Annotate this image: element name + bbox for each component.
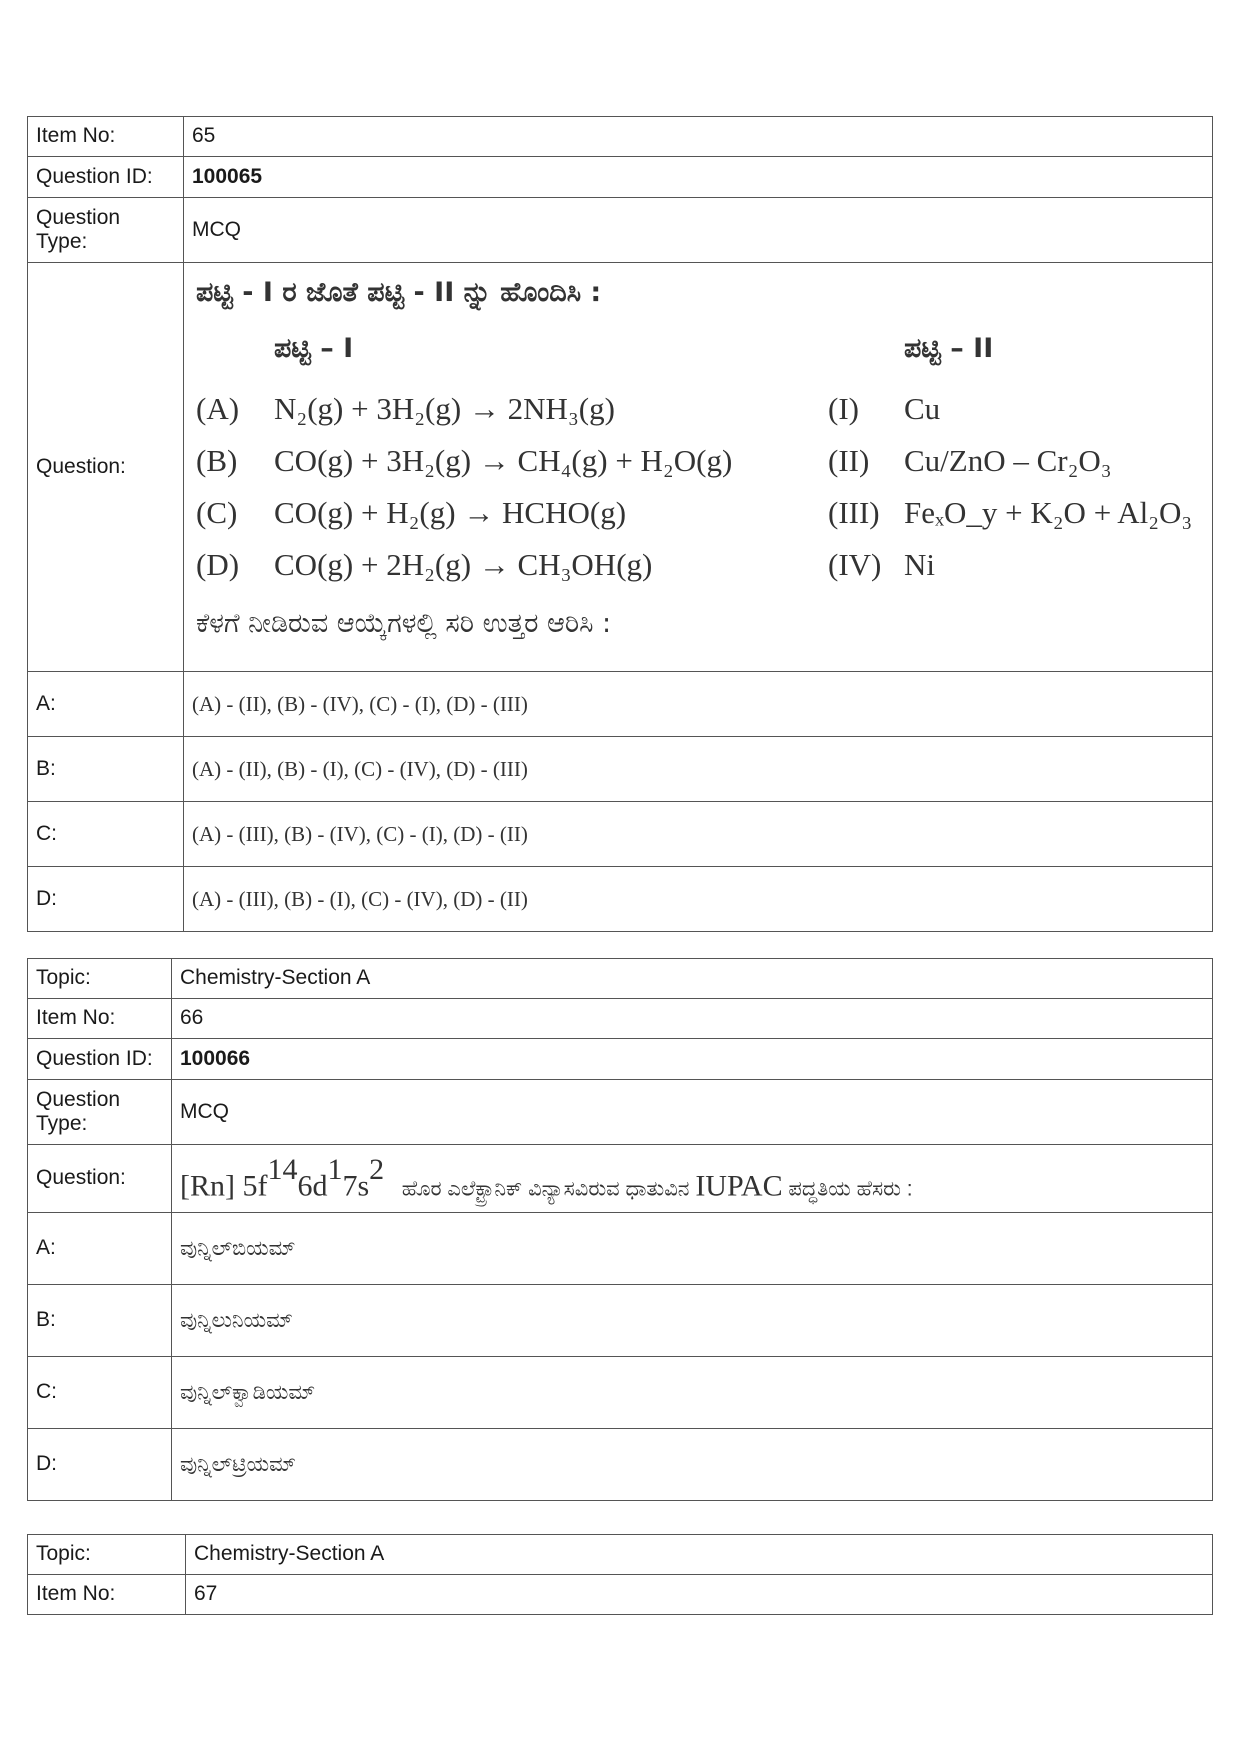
question-table-67 [27, 1534, 1213, 1615]
item-no-value: 66 [172, 999, 1213, 1039]
item-no-value: 65 [184, 117, 1213, 157]
question-type-label: Question Type: [28, 1080, 172, 1145]
item-no-label: Item No: [28, 999, 172, 1039]
arrow-a: → [468, 391, 500, 426]
list1-lhs-d: CO(g) + 2H₂(g) [274, 547, 472, 582]
option-d-label: D: [28, 867, 184, 932]
list2-label-iv: (IV) [828, 547, 882, 582]
list1-equation-d [274, 547, 652, 583]
list1-equation-c [274, 495, 626, 531]
config-prefix: [Rn] 5f [180, 1169, 268, 1203]
question-id-label: Question ID: [28, 1039, 172, 1080]
list2-value-iv: Ni [904, 547, 935, 582]
option-c-label: C: [28, 802, 184, 867]
question-type-row [28, 198, 1213, 263]
list2-value-ii: Cu/ZnO – Cr₂O₃ [904, 443, 1112, 478]
question-id-row [28, 157, 1213, 198]
option-b-text: (A) - (II), (B) - (I), (C) - (IV), (D) - (III) [184, 737, 1213, 802]
topic-row [28, 959, 1213, 999]
item-no-row [28, 1575, 1213, 1615]
option-row-c [28, 802, 1213, 867]
list1-equation-b [274, 443, 732, 479]
list1-rhs-a: 2NH₃(g) [507, 391, 615, 426]
list1-label-d: (D) [196, 547, 240, 582]
item-no-row [28, 117, 1213, 157]
item-no-row [28, 999, 1213, 1039]
question-id-value: 100065 [184, 157, 1213, 198]
question-type-label: Question Type: [28, 198, 184, 263]
list1-label-c: (C) [196, 495, 238, 530]
question-iupac: IUPAC [695, 1169, 783, 1203]
list2-title: ಪಟ್ಟಿ – II [904, 333, 994, 364]
option-c-text: ವುನ್ನಿಲ್‌ಕ್ವಾಡಿಯಮ್ [172, 1357, 1213, 1429]
list2-label-ii: (II) [828, 443, 870, 478]
topic-label: Topic: [28, 1535, 186, 1575]
question-kn-part1: ಹೊರ ಎಲೆಕ್ಟ್ರಾನಿಕ್ ವಿನ್ಯಾಸವಿರುವ ಧಾತುವಿನ [401, 1177, 690, 1201]
option-row-a [28, 1213, 1213, 1285]
config-sup-d: 1 [327, 1153, 343, 1186]
question-table-65 [27, 116, 1213, 932]
question-label: Question: [28, 263, 184, 672]
question-type-value: MCQ [172, 1080, 1213, 1145]
list1-title: ಪಟ್ಟಿ – I [274, 333, 354, 364]
config-sup-f: 14 [267, 1153, 298, 1186]
topic-label: Topic: [28, 959, 172, 999]
option-d-text: (A) - (III), (B) - (I), (C) - (IV), (D) - (II) [184, 867, 1213, 932]
question-table-66 [27, 958, 1213, 1501]
question-id-label: Question ID: [28, 157, 184, 198]
topic-value: Chemistry-Section A [172, 959, 1213, 999]
list1-label-a: (A) [196, 391, 240, 426]
question-type-value: MCQ [184, 198, 1213, 263]
config-mid-s: 7s [342, 1169, 370, 1203]
list1-lhs-b: CO(g) + 3H₂(g) [274, 443, 472, 478]
list1-rhs-c: HCHO(g) [502, 495, 627, 530]
item-no-value: 67 [186, 1575, 1213, 1615]
question-label: Question: [28, 1145, 172, 1213]
option-row-d [28, 867, 1213, 932]
list1-label-b: (B) [196, 443, 238, 478]
match-instruction: ಪಟ್ಟಿ - I ರ ಜೊತೆ ಪಟ್ಟಿ - II ನ್ನು ಹೊಂದಿಸಿ : [196, 277, 602, 308]
option-a-label: A: [28, 1213, 172, 1285]
option-row-c [28, 1357, 1213, 1429]
option-row-b [28, 737, 1213, 802]
topic-value: Chemistry-Section A [186, 1535, 1213, 1575]
item-no-label: Item No: [28, 1575, 186, 1615]
list2-value-iii: FeₓO_y + K₂O + Al₂O₃ [904, 495, 1193, 530]
item-no-label: Item No: [28, 117, 184, 157]
question-text [172, 1145, 1213, 1213]
option-row-d [28, 1429, 1213, 1501]
option-a-label: A: [28, 672, 184, 737]
question-id-row [28, 1039, 1213, 1080]
question-kn-part2: ಪದ್ಧತಿಯ ಹೆಸರು : [788, 1177, 913, 1201]
list1-lhs-a: N₂(g) + 3H₂(g) [274, 391, 462, 426]
arrow-d: → [478, 547, 510, 582]
option-b-text: ವುನ್ನಿಲುನಿಯಮ್ [172, 1285, 1213, 1357]
topic-row [28, 1535, 1213, 1575]
option-row-b [28, 1285, 1213, 1357]
list1-equation-a [274, 391, 615, 427]
question-row [28, 263, 1213, 672]
config-sup-s: 2 [369, 1153, 385, 1186]
list2-label-i: (I) [828, 391, 859, 426]
config-mid-d: 6d [297, 1169, 328, 1203]
list2-label-iii: (III) [828, 495, 880, 530]
option-a-text: ವುನ್ನಿಲ್‌ಬಿಯಮ್ [172, 1213, 1213, 1285]
option-c-label: C: [28, 1357, 172, 1429]
question-id-value: 100066 [172, 1039, 1213, 1080]
list1-rhs-b: CH₄(g) + H₂O(g) [517, 443, 733, 478]
option-row-a [28, 672, 1213, 737]
list1-lhs-c: CO(g) + H₂(g) [274, 495, 456, 530]
arrow-b: → [478, 443, 510, 478]
option-a-text: (A) - (II), (B) - (IV), (C) - (I), (D) - (III) [184, 672, 1213, 737]
match-question-block [184, 263, 1212, 671]
list2-value-i: Cu [904, 391, 941, 426]
question-row [28, 1145, 1213, 1213]
option-b-label: B: [28, 737, 184, 802]
option-c-text: (A) - (III), (B) - (IV), (C) - (I), (D) - (II) [184, 802, 1213, 867]
arrow-c: → [463, 495, 495, 530]
option-d-label: D: [28, 1429, 172, 1501]
question-type-row [28, 1080, 1213, 1145]
option-b-label: B: [28, 1285, 172, 1357]
option-d-text: ವುನ್ನಿಲ್‌ಟ್ರಿಯಮ್ [172, 1429, 1213, 1501]
list1-rhs-d: CH₃OH(g) [517, 547, 653, 582]
match-footer: ಕೆಳಗೆ ನೀಡಿರುವ ಆಯ್ಕೆಗಳಲ್ಲಿ ಸರಿ ಉತ್ತರ ಆರಿಸಿ : [196, 608, 612, 639]
